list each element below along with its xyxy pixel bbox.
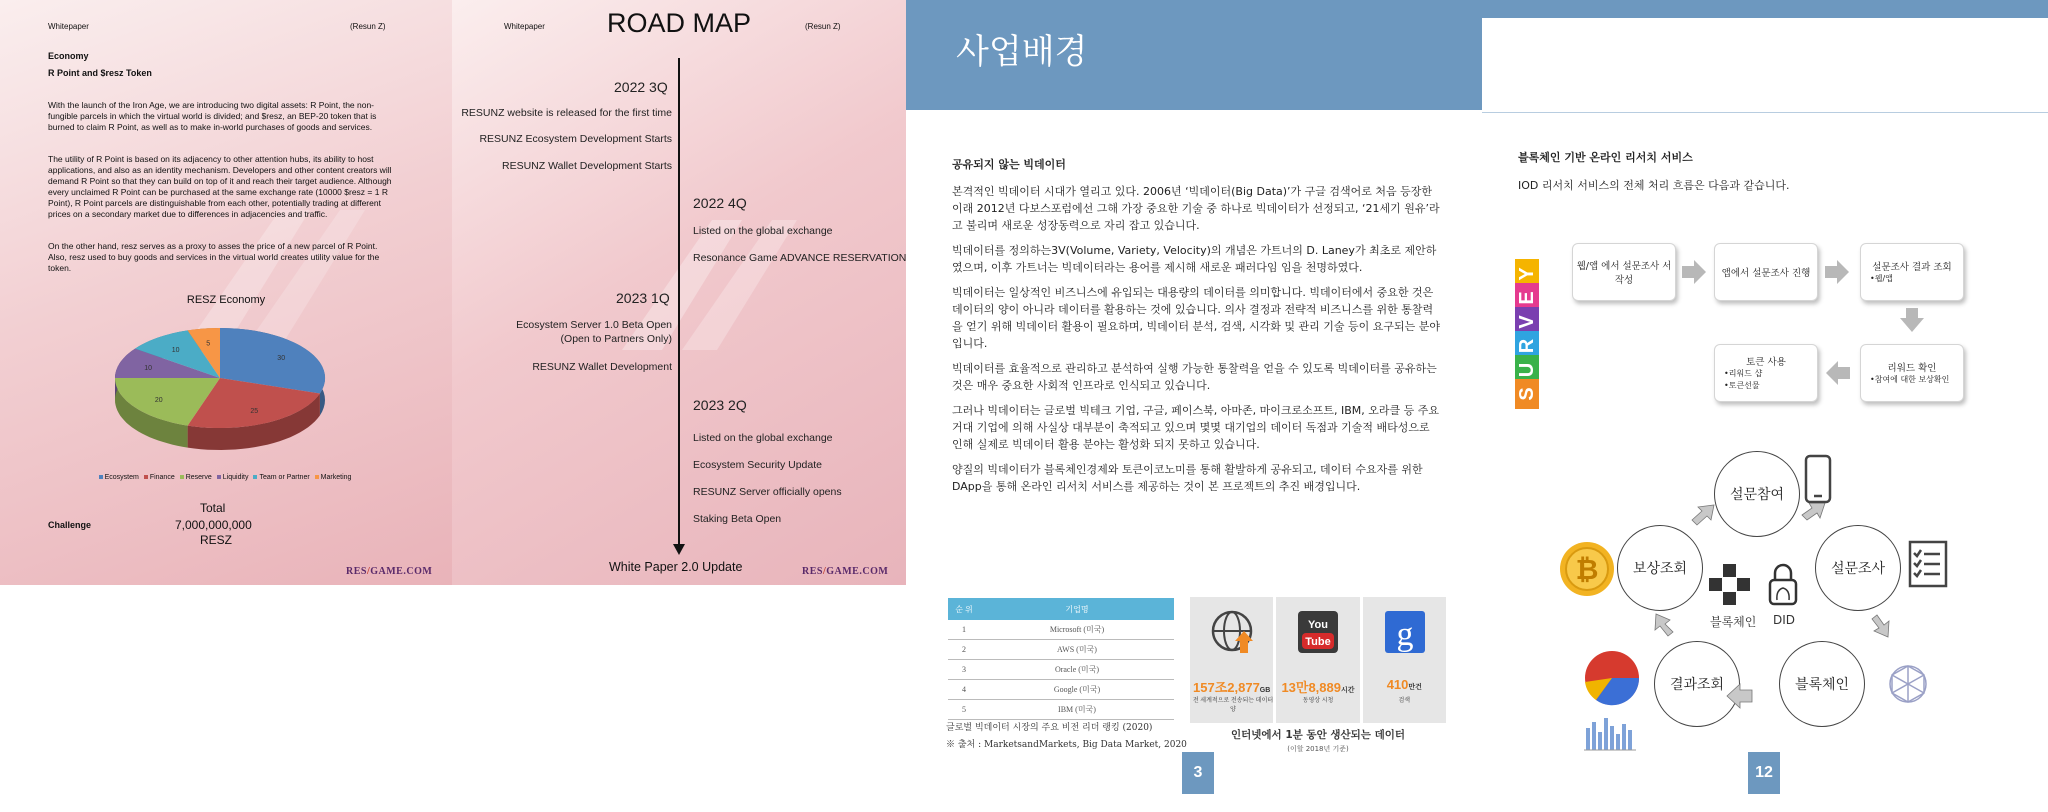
cycle-survey: 설문조사 [1815,525,1901,611]
section-heading: 블록체인 기반 온라인 리서치 서비스 [1518,151,1693,164]
challenge-label: Challenge [48,520,92,530]
flow-step-check-reward: 리워드 확인 •참여에 대한 보상확인 [1860,344,1964,402]
stat-value: 410 [1386,677,1409,692]
cycle-view-reward: 보상조회 [1617,525,1703,611]
cycle-view-results: 결과조회 [1654,641,1740,727]
stat-desc: 동영상 시청 [1302,698,1334,704]
svg-text:₿: ₿ [1575,553,1599,586]
pie-data-label: 20 [154,397,163,405]
paragraph: 빅데이터를 정의하는3V(Volume, Variety, Velocity)의 개념은 가트너의 D. Laney가 최초로 제안하였으며, 이후 가트너는 빅데이터라는 용어를 제시해 새로운 패러다임 임을 천명하였다. [952,244,1437,274]
svg-text:You: You [1308,619,1329,631]
paragraph-1: With the launch of the Iron Age, we are introducing two digital assets: R Point, the non-fungible parcels in which the virtual world is divided; and $resz, an BEP-20 token that is burned to claim R Point, as well as to make in-world purchases of goods and services. [48,100,377,132]
section-title: Economy [48,51,89,61]
arrow-icon [1655,614,1673,636]
flow-step-create-survey: 웹/앱 에서 설문조사 서 작성 [1572,243,1676,301]
header-right: (Resun Z) [805,22,841,31]
paragraph: 본격적인 빅데이터 시대가 열리고 있다. 2006년 ‘빅데이터(Big Data)’가 구글 검색어로 처음 등장한 이래 2012년 다보스포럼에선 그해 가장 중요한 기술 중 하나로 빅데이터가 선정되고, ‘21세기 원유’라고 불리며 새로운 성장동력으로 자리 잡고 있습니다. [952,185,1440,232]
cycle-survey-participation: 설문참여 [1714,451,1800,537]
roadmap-item: Ecosystem Server 1.0 Beta Open [516,319,672,331]
stat-unit: GB [1259,687,1271,694]
paragraph: 빅데이터를 효율적으로 관리하고 분석하여 실행 가능한 통찰력을 얻을 수 있도록 빅데이터를 공유하는 것은 매우 중요한 사회적 인프라로 인식되고 있습니다. [952,362,1437,392]
quarter-2022-3q: 2022 3Q [614,79,668,95]
cycle-arrows [1482,0,2048,812]
whitepaper-economy-page [0,0,452,585]
smartphone-icon [1804,454,1832,504]
chart-title: RESZ Economy [186,294,266,306]
globe-upload-icon [1210,609,1256,655]
stat-unit: 시간 [1341,687,1355,694]
whitepaper-roadmap-page [452,0,906,585]
roadmap-item: RESUNZ Wallet Development [532,361,672,373]
flow-step-run-survey: 앱에서 설문조사 진행 [1714,243,1818,301]
roadmap-item: Ecosystem Security Update [693,459,822,471]
stat-desc: 검색 [1398,698,1411,704]
quarter-2023-1q: 2023 1Q [616,290,670,306]
report-charts-icon [1582,648,1646,754]
bitcoin-coin-icon [1558,540,1616,598]
quarter-2023-2q: 2023 2Q [693,397,747,413]
total-label: Total [200,501,226,515]
roadmap-item: RESUNZ Ecosystem Development Starts [479,133,672,145]
pie-chart [100,318,340,468]
paragraph-3: On the other hand, resz serves as a proxy to asses the price of a new parcel of R Point. Also, resz used to buy goods and services in the virtual world creates utility value for the token. [48,241,380,273]
roadmap-title: ROAD MAP [607,8,752,38]
flow-step-view-results: 설문조사 결과 조회 •웹/앱 [1860,243,1964,301]
quarter-2022-4q: 2022 4Q [693,195,747,211]
paragraph: 양질의 빅데이터가 블록체인경제와 토큰이코노미를 통해 활발하게 공유되고, 데이터 수요자를 위한 DApp을 통해 온라인 리서치 서비스를 제공하는 것이 본 프로젝트의 추진 배경입니다. [952,463,1423,493]
stat-value: 157조2,877 [1193,680,1260,695]
pie-data-label: 25 [250,408,259,416]
header-left: Whitepaper [504,22,545,31]
checklist-icon [1906,540,1952,588]
stats-subcaption: (이할 2018년 기준) [1287,745,1349,753]
roadmap-item: (Open to Partners Only) [560,333,672,345]
arrow-icon [1727,684,1752,708]
paragraph-2: The utility of R Point is based on its adjacency to other attention hubs, its ability to host applications, and also as an identity mechanism. Developers and other content creators will demand R Point so that they can build on top of it and reach their target audience. Although every unclaimed R Point can be purchased at the same exchange rate (10000 $resz = 1 R Point), R Point parcels are distinguishable from each other, potentially trading at different prices on a secondary market due to differences in adjacencies and traffic. [48,154,392,219]
business-background-page [906,0,1482,812]
table-row: 4 Google (미국) [948,680,1174,700]
arrow-icon [1872,615,1889,637]
pie-data-label: 30 [277,354,286,362]
center-label-did: DID [1773,613,1796,627]
header-left: Whitepaper [48,22,89,31]
table-row: 2 AWS (미국) [948,640,1174,660]
pie-data-label: 10 [171,346,180,354]
timeline-arrow-icon [673,544,685,556]
table-caption: 글로벌 빅데이터 시장의 주요 비전 리더 랭킹 (2020) [946,723,1153,733]
chart-legend [90,474,360,481]
online-research-service-page [1482,0,2048,812]
stat-card [1276,597,1359,723]
stat-value: 13만8,889 [1281,680,1341,695]
roadmap-item: RESUNZ website is released for the first time [461,107,672,119]
stats-panel [1190,597,1446,723]
table-header: 기업명 [980,598,1174,620]
survey-banner: Y E V R U S [1512,262,1548,407]
intro-text: IOD 리서치 서비스의 전체 처리 흐름은 다음과 같습니다. [1518,179,1790,192]
roadmap-item: Listed on the global exchange [693,432,833,444]
blockchain-cubes-icon [1706,562,1754,606]
roadmap-item: Resonance Game ADVANCE RESERVATION [693,252,906,264]
ranking-table [948,598,1174,720]
roadmap-item: Staking Beta Open [693,513,782,525]
roadmap-item: RESUNZ Server officially opens [693,486,842,498]
page-number: 12 [1748,752,1780,794]
roadmap-item: RESUNZ Wallet Development Starts [502,160,672,172]
roadmap-item: Listed on the global exchange [693,225,833,237]
legend-item: Team or Partner [253,474,309,481]
section-heading: 공유되지 않는 빅데이터 [952,158,1066,171]
paragraph: 그러나 빅데이터는 글로벌 빅테크 기업, 구글, 페이스북, 아마존, 마이크로소프트, IBM, 오라클 등 주요 거대 기업에 의해 사실상 대부분이 축적되고 있으며 몇몇 대기업의 데이터 독점과 기술적 배타성으로 인해 실제로 빅데이터 활용 분야는 활성화 되지 못하고 있습니다. [952,404,1440,451]
table-source: ※ 출처 : MarketsandMarkets, Big Data Market, 2020 [946,740,1187,750]
table-header: 순 위 [948,598,980,620]
body-text [952,183,1442,503]
table-row: 1 Microsoft (미국) [948,620,1174,640]
header-right: (Resun Z) [350,22,386,31]
page-number: 3 [1182,752,1214,794]
table-row: 3 Oracle (미국) [948,660,1174,680]
center-label-blockchain: 블록체인 [1710,615,1757,629]
pie-data-label: 10 [144,364,152,372]
legend-item: Ecosystem [99,474,139,481]
network-icon [1884,660,1932,708]
title-banner [906,0,1482,110]
legend-item: Liquidity [217,474,249,481]
arrow-icon [1692,505,1714,525]
section-subtitle: R Point and $resz Token [48,68,152,78]
stat-card [1363,597,1446,723]
youtube-icon [1298,609,1338,655]
stat-desc: 전 세계적으로 전송되는 데이터양 [1192,698,1274,713]
table-row: 5 IBM (미국) [948,700,1174,720]
pie-data-label: 5 [206,340,211,348]
total-unit: RESZ [200,533,233,547]
stat-unit: 만건 [1408,684,1422,691]
fingerprint-lock-icon [1766,562,1800,606]
svg-text:g: g [1396,616,1414,653]
flow-step-use-token: 토큰 사용 •리워드 샵 •토큰선물 [1714,344,1818,402]
arrow-icon [1802,503,1825,520]
timeline-line [678,58,680,548]
page-title: 사업배경 [956,32,1088,72]
cycle-blockchain: 블록체인 [1779,641,1865,727]
paragraph: 빅데이터는 일상적인 비즈니스에 유입되는 대용량의 데이터를 의미합니다. 빅데이터에서 중요한 것은 데이터의 양이 아니라 데이터를 활용하는 것에 있습니다. 의사 결정과 전략적 비즈니스를 위한 통찰력을 얻기 위해 빅데이터 활용이 필요하며, 빅데이터 분석, 검색, 시각화 및 관리 기술 등이 요구되는 분야 입니다. [952,286,1440,350]
legend-item: Marketing [315,474,352,481]
stats-caption: 인터넷에서 1분 동안 생산되는 데이터 [1230,729,1406,741]
roadmap-footer: White Paper 2.0 Update [609,560,743,574]
stat-card [1190,597,1273,723]
resz-game-logo[interactable]: RES/GAME.COM [802,566,889,577]
resz-game-logo[interactable]: RES/GAME.COM [346,566,433,577]
svg-text:Tube: Tube [1305,636,1332,648]
total-amount: 7,000,000,000 [175,518,252,532]
google-icon [1385,609,1425,655]
legend-item: Finance [144,474,175,481]
legend-item: Reserve [180,474,212,481]
